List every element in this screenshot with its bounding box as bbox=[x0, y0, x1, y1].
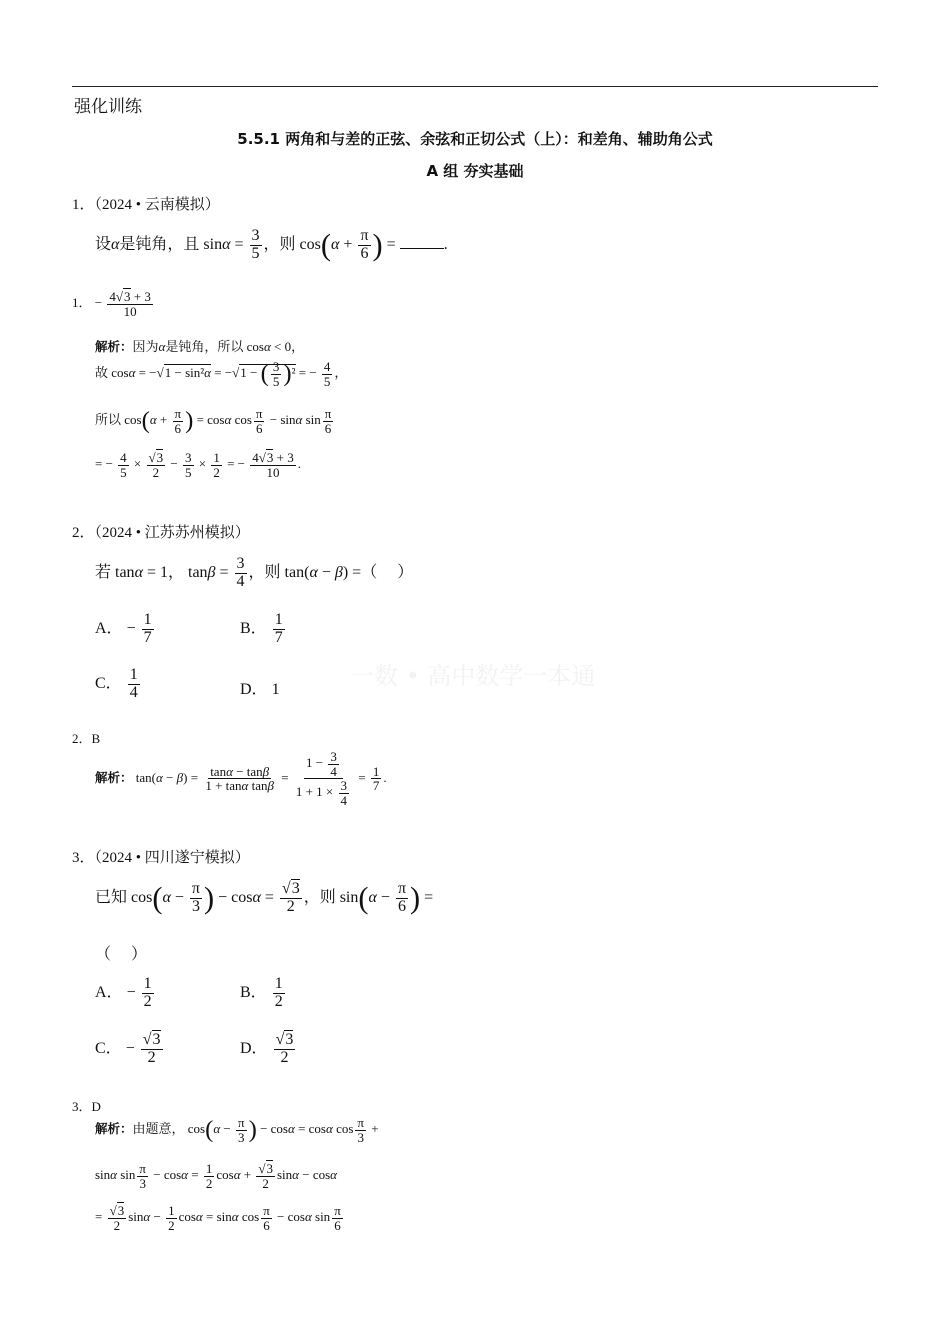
problem-1-explanation-2: 故 cosα = −√1 − sin²α = −√1 − ( $\frac{3}{5}$ )² = − $\frac{4}{5}$ ， bbox=[95, 359, 348, 389]
problem-3-explanation-2: sinα sin $\frac{\pi}{3}$ − cosα = $\frac{1}{2}$ cosα + $\frac{√3}{2}$ sinα − cosα bbox=[95, 1161, 337, 1191]
problem-3-explanation-3: = $\frac{√3}{2}$ sinα − $\frac{1}{2}$ cosα = sinα cos $\frac{\pi}{6}$ − cosα sin $\frac{\pi}{6}$ bbox=[95, 1203, 341, 1233]
problem-3-option-d: D． $\frac{√3}{2}$ bbox=[240, 1031, 294, 1066]
problem-2-answer: 2．B bbox=[72, 731, 101, 746]
problem-3-option-a: A． − $\frac{1}{2}$ bbox=[95, 975, 152, 1010]
top-rule bbox=[72, 86, 878, 87]
page-title: 5.5.1 两角和与差的正弦、余弦和正切公式（上）：和差角、辅助角公式 bbox=[237, 130, 713, 148]
problem-3-source: 3．（2024 • 四川遂宁模拟） bbox=[72, 850, 250, 866]
problem-1-answer: 1． − $\frac{4√3 + 3}{10}$ bbox=[72, 289, 151, 319]
problem-1-statement: 设α是钝角，且 sinα = $\frac{3}{5}$ ，则 cos(α + $\frac{\pi}{6}$ ) = . bbox=[95, 227, 448, 262]
problem-3-answer: 3．D bbox=[72, 1099, 101, 1114]
problem-2-option-b: B． $\frac{1}{7}$ bbox=[240, 611, 283, 646]
group-heading: A 组 夯实基础 bbox=[426, 162, 524, 180]
problem-2-option-a: A． − $\frac{1}{7}$ bbox=[95, 611, 152, 646]
problem-2-statement: 若 tanα = 1， tanβ = $\frac{3}{4}$ ，则 tan(α − β) =（ ） bbox=[95, 555, 414, 590]
problem-2-option-d: D． 1 bbox=[240, 681, 280, 698]
problem-3-paren: （ ） bbox=[95, 946, 148, 963]
problem-3-statement: 已知 cos(α − $\frac{\pi}{3}$ ) − cosα = $\frac{√3}{2}$ ，则 sin(α − $\frac{\pi}{6}$ ) = bbox=[95, 880, 434, 915]
problem-1-source: 1．（2024 • 云南模拟） bbox=[72, 197, 220, 213]
problem-3-explanation-1: 解析：由题意， cos(α − $\frac{\pi}{3}$ ) − cosα = cosα cos $\frac{\pi}{3}$ + bbox=[95, 1115, 379, 1145]
problem-3-option-b: B． $\frac{1}{2}$ bbox=[240, 975, 283, 1010]
problem-2-explanation: 解析： tan(α − β) = $\frac{\tan\alpha - \tan\beta}{\text{1 + tanα tanβ}}$ = 1 − $\frac{3}{4}$ 1 + 1 × $\frac{3}{4}$ = $\frac{1}{7}$ . bbox=[95, 749, 387, 808]
problem-3-option-c: C． − $\frac{√3}{2}$ bbox=[95, 1031, 161, 1066]
problem-2-option-c: C． $\frac{1}{4}$ bbox=[95, 666, 138, 701]
problem-2-source: 2．（2024 • 江苏苏州模拟） bbox=[72, 525, 250, 541]
watermark: 一数 • 高中数学一本通 bbox=[350, 662, 596, 690]
problem-1-explanation-4: = − $\frac{4}{5}$ × $\frac{√3}{2}$ − $\frac{3}{5}$ × $\frac{1}{2}$ = − $\frac{4√3 + 3}{10}$ . bbox=[95, 450, 301, 480]
problem-1-explanation-1: 解析：因为α是钝角，所以 cosα < 0， bbox=[95, 339, 305, 354]
section-heading: 强化训练 bbox=[74, 97, 142, 117]
problem-1-explanation-3: 所以 cos(α + $\frac{\pi}{6}$ ) = cosα cos $\frac{\pi}{6}$ − sinα sin $\frac{\pi}{6}$ bbox=[95, 406, 332, 436]
